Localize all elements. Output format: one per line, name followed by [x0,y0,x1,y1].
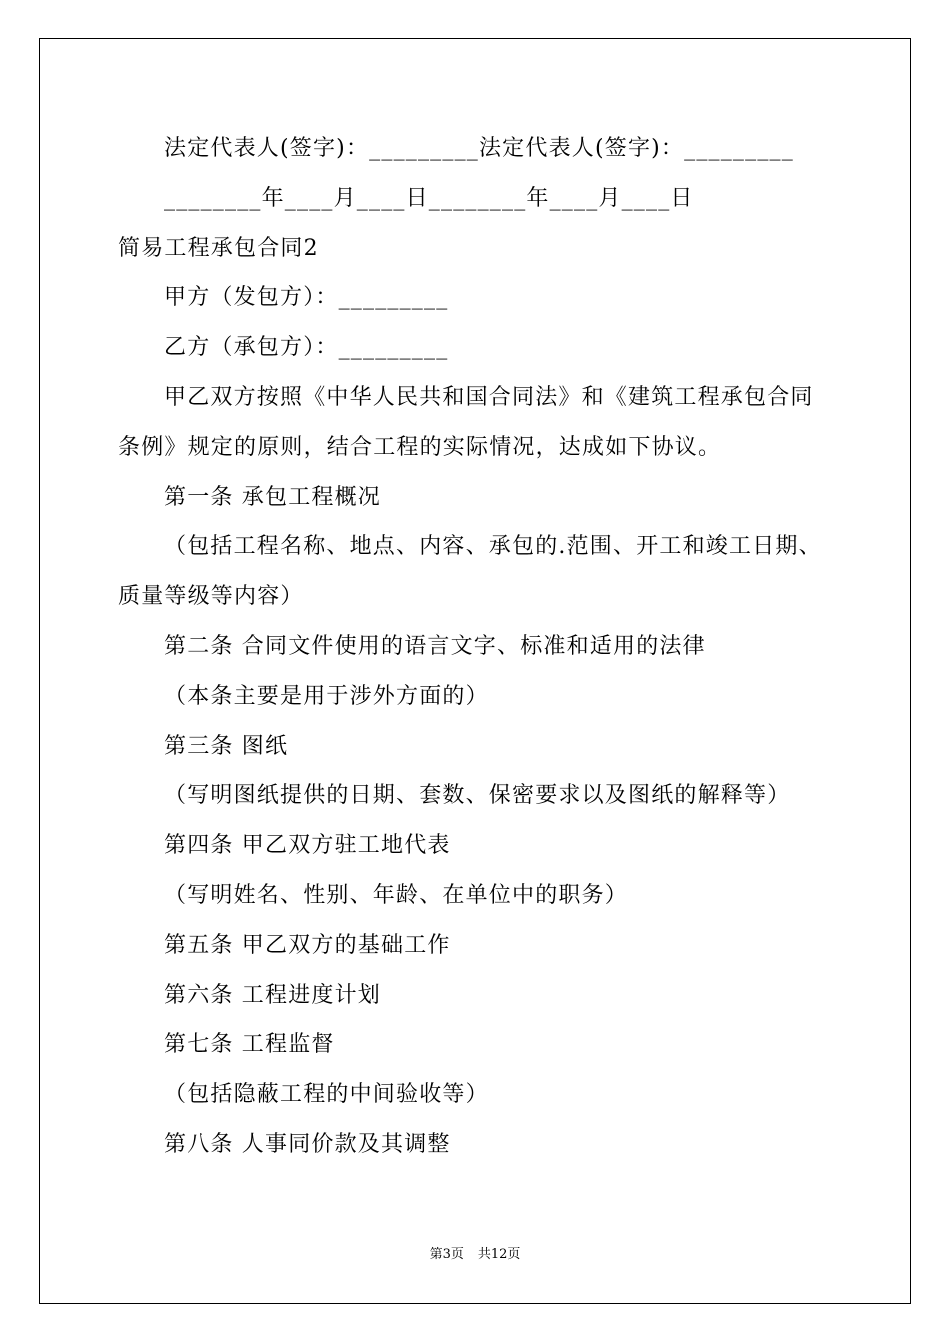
article-3-note: （写明图纸提供的日期、套数、保密要求以及图纸的解释等） [164,783,791,809]
page-total: 共12页 [477,1247,521,1262]
article-8-heading: 第八条 人事同价款及其调整 [164,1131,451,1157]
article-2-heading: 第二条 合同文件使用的语言文字、标准和适用的法律 [164,633,706,659]
article-1-note-1: （包括工程名称、地点、内容、承包的.范围、开工和竣工日期、 [164,534,822,560]
article-1-heading: 第一条 承包工程概况 [164,484,381,510]
article-4-note: （写明姓名、性别、年龄、在单位中的职务） [164,882,629,908]
article-3-heading: 第三条 图纸 [164,733,289,759]
signature-line: 法定代表人(签字)：_________法定代表人(签字)：_________ [164,136,794,161]
preamble-line-2: 条例》规定的原则，结合工程的实际情况，达成如下协议。 [118,434,722,460]
article-5-heading: 第五条 甲乙双方的基础工作 [164,932,451,958]
document-body [118,124,870,1170]
page-footer [0,1246,950,1264]
article-4-heading: 第四条 甲乙双方驻工地代表 [164,833,451,859]
preamble-line-1: 甲乙双方按照《中华人民共和国合同法》和《建筑工程承包合同 [164,384,814,410]
article-1-note-2: 质量等级等内容） [118,584,304,610]
party-a-line: 甲方（发包方）：_________ [164,285,449,311]
party-b-line: 乙方（承包方）：_________ [164,335,449,361]
article-2-note: （本条主要是用于涉外方面的） [164,683,489,709]
page-number: 第3页 [429,1247,464,1262]
date-line: ________年____月____日________年____月____日 [164,185,694,211]
article-7-note: （包括隐蔽工程的中间验收等） [164,1082,489,1108]
article-7-heading: 第七条 工程监督 [164,1032,335,1058]
article-6-heading: 第六条 工程进度计划 [164,982,381,1008]
contract-title: 简易工程承包合同2 [118,235,319,261]
